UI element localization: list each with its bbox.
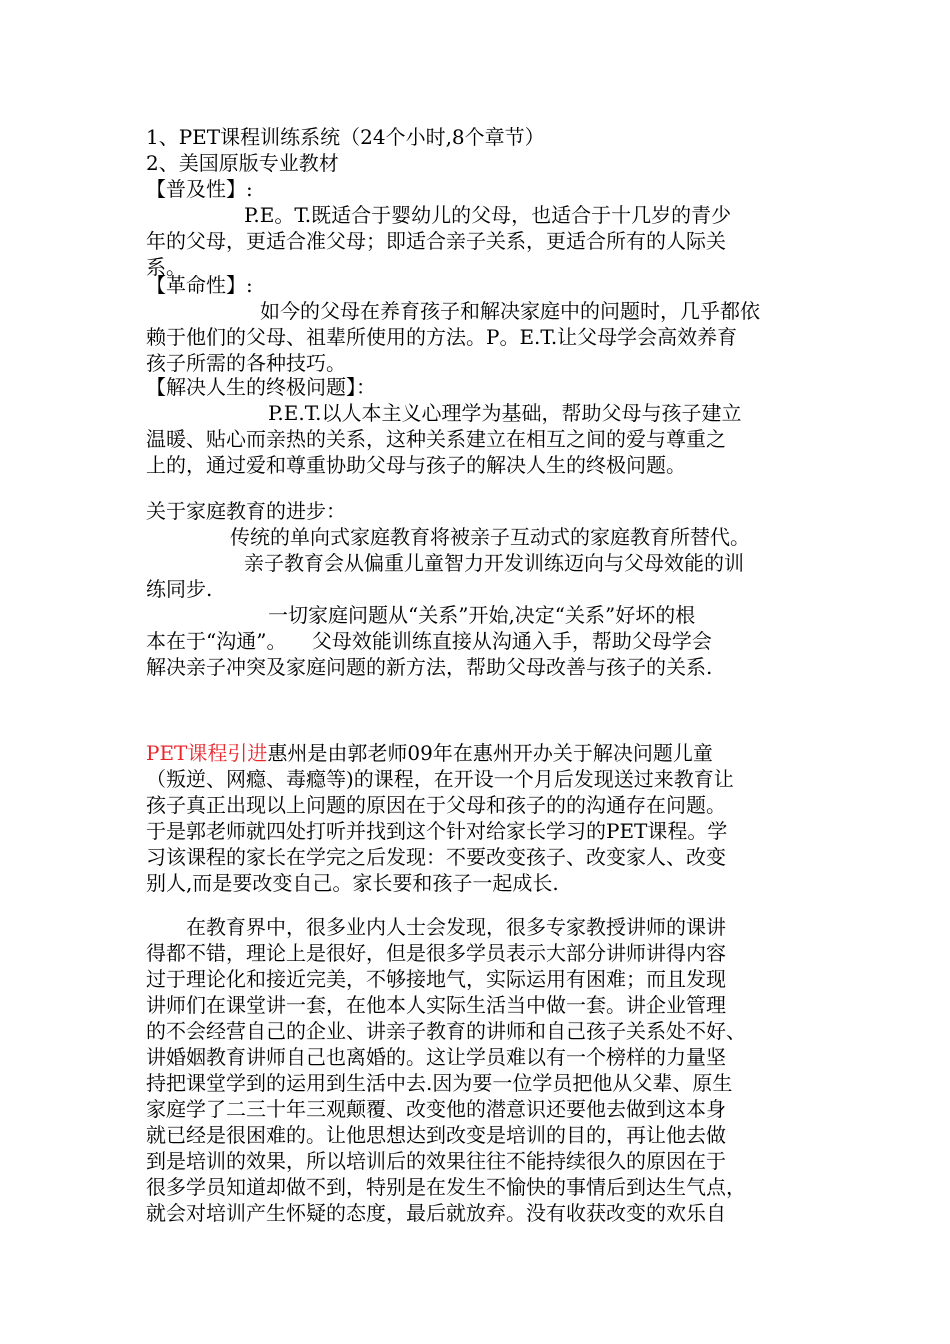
revolution-heading: 【革命性】: [146, 273, 253, 297]
popularity-heading: 【普及性】: [146, 177, 253, 201]
textbook-item: 2、美国原版专业教材 [146, 151, 339, 175]
education-line: 就会对培训产生怀疑的态度，最后就放弃。没有收获改变的欢乐自 [146, 1201, 726, 1225]
intro-line: 孩子真正出现以上问题的原因在于父母和孩子的的沟通存在问题。 [146, 793, 726, 817]
revolution-line: 孩子所需的各种技巧。 [146, 351, 346, 375]
education-line: 很多学员知道却做不到，特别是在发生不愉快的事情后到达生气点， [146, 1175, 746, 1199]
education-line: 讲师们在课堂讲一套，在他本人实际生活当中做一套。讲企业管理 [146, 993, 726, 1017]
ultimate-line: P.E.T.以人本主义心理学为基础，帮助父母与孩子建立 [268, 401, 742, 425]
ultimate-heading: 【解决人生的终极问题】： [146, 375, 376, 399]
progress-line: 解决亲子冲突及家庭问题的新方法，帮助父母改善与孩子的关系. [146, 655, 713, 679]
progress-line: 亲子教育会从偏重儿童智力开发训练迈向与父母效能的训 [244, 551, 744, 575]
progress-line: 一切家庭问题从“关系”开始,决定“关系”好坏的根 [268, 603, 696, 627]
intro-first-line-rest: 惠州是由郭老师09年在惠州开办关于解决问题儿童 [267, 741, 713, 765]
revolution-line: 如今的父母在养育孩子和解决家庭中的问题时，几乎都依 [260, 299, 760, 323]
ultimate-line: 温暖、贴心而亲热的关系，这种关系建立在相互之间的爱与尊重之 [146, 427, 726, 451]
education-line: 到是培训的效果，所以培训后的效果往往不能持续很久的原因在于 [146, 1149, 726, 1173]
popularity-line: 系。 [146, 255, 186, 279]
progress-line: 本在于“沟通”。 父母效能训练直接从沟通入手，帮助父母学会 [146, 629, 712, 653]
education-line: 就已经是很困难的。让他思想达到改变是培训的目的，再让他去做 [146, 1123, 726, 1147]
progress-heading: 关于家庭教育的进步： [146, 499, 346, 523]
progress-line: 传统的单向式家庭教育将被亲子互动式的家庭教育所替代。 [230, 525, 750, 549]
education-line: 持把课堂学到的运用到生活中去.因为要一位学员把他从父辈、原生 [146, 1071, 733, 1095]
intro-line: （叛逆、网瘾、毒瘾等)的课程，在开设一个月后发现送过来教育让 [146, 767, 734, 791]
education-line: 在教育界中，很多业内人士会发现，很多专家教授讲师的课讲 [186, 915, 726, 939]
course-system-item: 1、PET课程训练系统（24个小时,8个章节） [146, 125, 545, 149]
intro-first-line [146, 740, 713, 766]
education-line: 的不会经营自己的企业、讲亲子教育的讲师和自己孩子关系处不好、 [146, 1019, 746, 1043]
education-line: 讲婚姻教育讲师自己也离婚的。这让学员难以有一个榜样的力量坚 [146, 1045, 726, 1069]
revolution-line: 赖于他们的父母、祖辈所使用的方法。P。E.T.让父母学会高效养育 [146, 325, 738, 349]
intro-line: 于是郭老师就四处打听并找到这个针对给家长学习的PET课程。学 [146, 819, 728, 843]
education-line: 过于理论化和接近完美，不够接地气，实际运用有困难；而且发现 [146, 967, 726, 991]
intro-line: 别人,而是要改变自己。家长要和孩子一起成长. [146, 871, 559, 895]
popularity-line: P.E。T.既适合于婴幼儿的父母，也适合于十几岁的青少 [244, 203, 732, 227]
ultimate-line: 上的，通过爱和尊重协助父母与孩子的解决人生的终极问题。 [146, 453, 686, 477]
intro-highlight: PET课程引进 [146, 741, 268, 765]
education-line: 得都不错，理论上是很好，但是很多学员表示大部分讲师讲得内容 [146, 941, 726, 965]
education-line: 家庭学了二三十年三观颠覆、改变他的潜意识还要他去做到这本身 [146, 1097, 726, 1121]
progress-line: 练同步. [146, 577, 213, 601]
intro-line: 习该课程的家长在学完之后发现：不要改变孩子、改变家人、改变 [146, 845, 726, 869]
popularity-line: 年的父母，更适合准父母；即适合亲子关系，更适合所有的人际关 [146, 229, 726, 253]
